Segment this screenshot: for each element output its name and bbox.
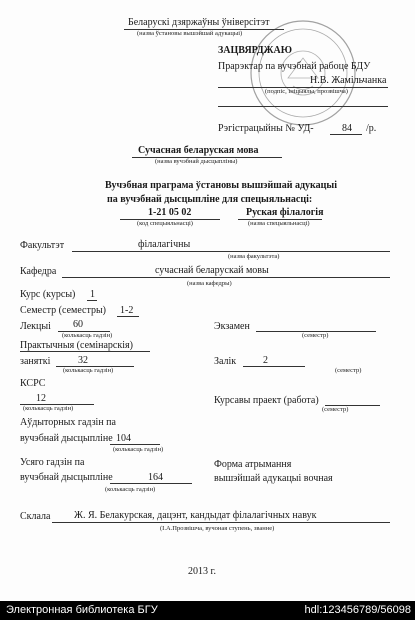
classes-label: заняткі xyxy=(20,356,51,367)
credit-note: (семестр) xyxy=(335,367,362,374)
aud-label-1: Аўдыторных гадзін па xyxy=(20,417,116,428)
faculty-label: Факультэт xyxy=(20,240,65,251)
footer-bar xyxy=(0,601,415,620)
project-label: Курсавы праект (работа) xyxy=(214,395,319,406)
discipline-name: Сучасная беларуская мова xyxy=(138,145,259,156)
dept-label: Кафедра xyxy=(20,266,57,277)
approval-signer: Н.В. Жамільчанка xyxy=(310,75,387,86)
classes-note: (колькасць гадзін) xyxy=(63,367,114,374)
aud-value: 104 xyxy=(116,433,131,444)
document-year: 2013 г. xyxy=(188,566,216,577)
classes-value: 32 xyxy=(78,355,88,366)
total-label-1: Усяго гадзін па xyxy=(20,457,85,468)
ksrs-note: (колькасць гадзін) xyxy=(23,405,74,412)
aud-note: (колькасць гадзін) xyxy=(113,446,164,453)
spec-code: 1-21 05 02 xyxy=(148,207,192,218)
credit-value: 2 xyxy=(263,355,268,366)
author-label: Склала xyxy=(20,511,51,522)
registration-suffix: /р. xyxy=(366,123,377,134)
lectures-value: 60 xyxy=(73,319,83,330)
practical-label: Практычныя (семінарскія) xyxy=(20,340,133,351)
course-value: 1 xyxy=(90,289,95,300)
institution-note: (назва ўстановы вышэйшай адукацыі) xyxy=(137,30,243,37)
total-note: (колькасць гадзін) xyxy=(105,486,156,493)
seal-stamp xyxy=(248,18,358,128)
author-note: (І.А.Прозвішча, вучоная ступень, званне) xyxy=(160,525,275,532)
dept-note: (назва кафедры) xyxy=(187,280,232,287)
dept-value: сучаснай беларускай мовы xyxy=(155,265,269,276)
ksrs-value: 12 xyxy=(36,393,46,404)
total-label-2: вучэбнай дысцыпліне xyxy=(20,472,113,483)
approval-title: ЗАЦВЯРДЖАЮ xyxy=(218,45,292,56)
registration-label: Рэгістрацыйны № УД- xyxy=(218,123,314,134)
lectures-note: (колькасць гадзін) xyxy=(62,332,113,339)
project-note: (семестр) xyxy=(322,406,349,413)
course-label: Курс (курсы) xyxy=(20,289,76,300)
program-title-2: па вучэбнай дысцыпліне для спецыяльнасці: xyxy=(107,194,313,205)
spec-name: Руская філалогія xyxy=(246,207,324,218)
form-label-1: Форма атрымання xyxy=(214,459,292,470)
semester-label: Семестр (семестры) xyxy=(20,305,107,316)
discipline-note: (назва вучэбнай дысцыпліны) xyxy=(155,158,238,165)
spec-code-note: (код спецыяльнасці) xyxy=(137,220,193,227)
approval-line1: Прарэктар па вучэбнай рабоце БДУ xyxy=(218,61,371,72)
footer-handle-link[interactable]: hdl:123456789/56098 xyxy=(304,604,411,616)
form-label-2: вышэйшай адукацыі вочная xyxy=(214,473,333,484)
author-value: Ж. Я. Белакурская, дацэнт, кандыдат філалагічных навук xyxy=(74,510,317,521)
ksrs-label: КСРС xyxy=(20,378,46,389)
faculty-value: філалагічны xyxy=(138,239,191,250)
faculty-note: (назва факультэта) xyxy=(228,253,280,260)
exams-note: (семестр) xyxy=(302,332,329,339)
approval-signer-note: (подпіс, ініцыялы, прозвішча) xyxy=(265,88,348,95)
program-title-1: Вучэбная праграма ўстановы вышэйшай адукацыі xyxy=(105,180,337,191)
credit-label: Залік xyxy=(214,356,237,367)
exams-label: Экзамен xyxy=(214,321,250,332)
spec-name-note: (назва спецыяльнасці) xyxy=(248,220,310,227)
footer-library-name: Электронная библиотека БГУ xyxy=(6,604,158,616)
university-name: Беларускі дзяржаўны ўніверсітэт xyxy=(128,17,270,28)
lectures-label: Лекцыі xyxy=(20,321,51,332)
registration-number: 84 xyxy=(342,123,352,134)
aud-label-2: вучэбнай дысцыпліне xyxy=(20,433,113,444)
total-value: 164 xyxy=(148,472,163,483)
semester-value: 1-2 xyxy=(120,305,134,316)
